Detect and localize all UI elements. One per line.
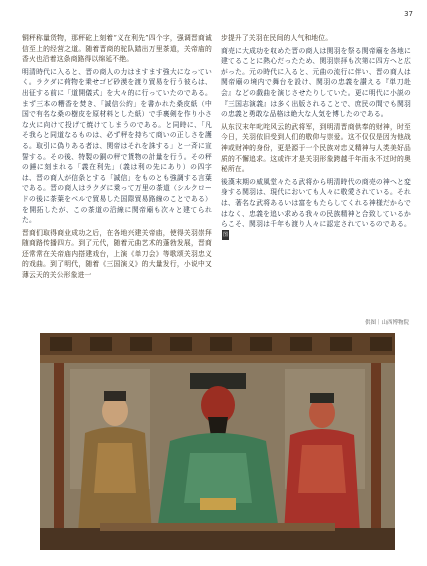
statues-illustration bbox=[40, 333, 395, 550]
paragraph-zh-2: 晋商们取得商业成功之后，在各地兴建关帝庙，使得关羽崇拜随商路传播四方。到了元代，随着元曲艺术的蓬勃发展，晋商还常常在关帝庙内搭建戏台，上演《单刀会》等歌颂关羽忠义的戏曲。到了明代，随着《三国演义》的大量发行，小说中又薄云天的关公形象进一 bbox=[22, 228, 212, 280]
roof-trim bbox=[40, 355, 395, 363]
paragraph-ja-3-text: 後漢末期の威風堂々たる武将から明清時代の商売の神へと変身する関羽は、現代においても人々に敬愛されている。それは、著名な武将あるいは富をもたらしてくれる神様だからではなく、忠義を追い求める我々の民族精神と合致しているからこそ、関羽は千年も渡り人々に認定されているのである。 bbox=[221, 177, 411, 229]
paragraph-ja-3 bbox=[221, 177, 411, 241]
paragraph-zh-4: 从东汉末年叱咤风云的武将军，到明清晋商供奉的财神，时至今日，关羽依旧受到人们的敬仰与崇爱。这不仅仅是因为他战神或财神的身份，更是源于一个民族对忠义精神与人类美好品质的不懈追求。这或许才是关羽形象跨越千年而永不过时的奥秘所在。 bbox=[221, 122, 411, 174]
altar bbox=[40, 528, 395, 550]
paragraph-zh-3: 步提升了关羽在民间的人气和地位。 bbox=[221, 34, 333, 42]
right-column bbox=[221, 33, 411, 243]
paragraph-zh-1: 铜秤称量货物，那秤砣上刻着“义在利先”四个字，强调晋商诚信至上的经营之道。随着晋商的驼队踏出万里茶道，关帝庙的香火也沿着这条商路得以绵延不绝。 bbox=[22, 34, 212, 64]
paragraph-ja-1: 明清時代に入ると、晋の商人の力はますます強大になっていく。ラクダに荷物を乗せゴビ砂漠を渡り貿易を行う彼らは、出征する前に「道開儀式」を大々的に行っていたのである。まず三本の糟香を焚き、「誠信公約」を書かれた桑皮紙（中国で有名な桑の樹皮を原材料とした紙）で手裏剣を作り小さな火に向けて投げて焼けてしまうのである。と同時に、「凡そ我らと同道なるものは、必ず秤を持ちて商いの正しさを護る。取引に偽りある者は、関帝はそれを誅する」と一斉に宣誓する。その後、特製の銅の秤で貨物の計量を行う。その秤の錘に刻まれる「義在利先」（義は利の先にあり）の四字は、晋の商人が信条とする「誠信」をものとも強調する言葉である。晋の商人はラクダに乗って万里の茶道（シルクロードの後に茶葉をベルで貿易した国際貿易路線のことである）を開拓したが、この茶道の沿線に関帝廟も次々と建てられた。 bbox=[22, 67, 212, 225]
paragraph-ja-2: 商売に大成功を収めた晋の商人は関羽を祭る関帝廟を各地に建てることに熱心だったため、関羽崇拝も次第に四方へと広がった。元の時代に入ると、元曲の流行に伴い、晋の商人は関帝廟の境内で舞台を設け、関羽の忠義を讃える『単刀赴会』などの戯曲を演じさせたりしていた。更に明代に小説の『三国志演義』は多く出版されることで、庶民の間でも関羽の忠義と勇敢な品格は絶大な人気を博したのである。 bbox=[221, 46, 411, 119]
pillar-left bbox=[54, 363, 64, 550]
page-number: 37 bbox=[404, 10, 413, 18]
left-column bbox=[22, 33, 212, 283]
temple-statues-photo bbox=[40, 333, 395, 550]
roof-brackets bbox=[50, 337, 392, 351]
photo-credit: 供图｜山西博物院 bbox=[364, 320, 409, 326]
pillar-right bbox=[371, 363, 381, 550]
end-mark-icon: 图 bbox=[222, 230, 229, 241]
altar-top bbox=[100, 523, 335, 531]
